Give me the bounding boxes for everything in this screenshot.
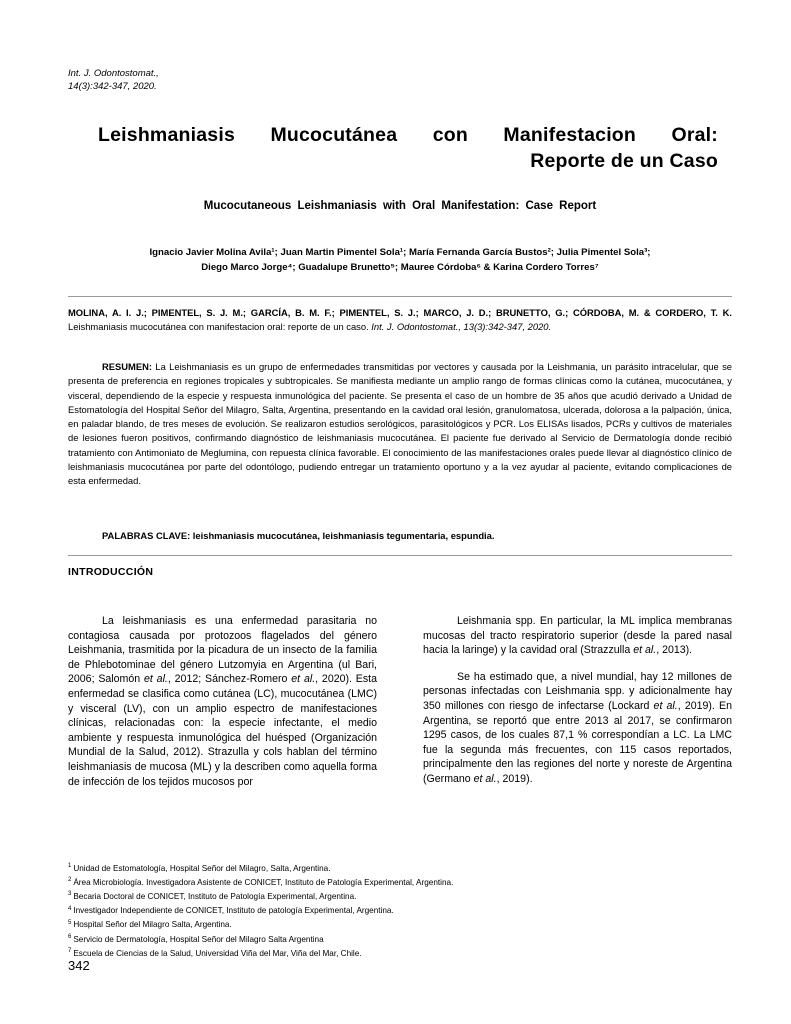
footnote-item [68,862,732,876]
footnote-marker: 2 [68,877,72,884]
author-line-2 [68,261,732,276]
footnote-marker: 5 [68,919,72,926]
italic-citation: et al. [653,700,678,713]
author-line-2-text: Diego Marco Jorge⁴; Guadalupe Brunetto⁵; Mauree Córdoba⁶ & Karina Cordero Torres⁷ [201,261,599,273]
keywords-text: leishmaniasis mucocutánea, leishmaniasis tegumentaria, espundia. [190,530,495,541]
footnote-item [68,890,732,904]
italic-citation: et al. [473,773,497,786]
body-paragraph [423,670,732,787]
section-heading-introduccion: INTRODUCCIÓN [68,566,154,578]
citation-journal: Int. J. Odontostomat., [371,320,461,332]
paragraph-text: La leishmaniasis es una enfermedad parasitaria no contagiosa causada por protozoos flagelados del género Leishmania, trasmitida por la picadura de un insecto de la familia de Phlebotominae del género Lutzomyia en Argentina (ul Bari, 2006; Salomón [68,615,377,686]
footnote-marker: 6 [68,933,72,940]
citation-volume-pages: 13(3):342-347, 2020. [460,320,552,332]
body-paragraph [68,614,377,789]
title-line-2: Reporte de un Caso [530,150,718,173]
footnote-item [68,918,732,932]
footnote-text: Escuela de Ciencias de la Salud, Universidad Viña del Mar, Viña del Mar, Chile. [73,948,362,958]
footnote-item [68,933,732,947]
title-english: Mucocutaneous Leishmaniasis with Oral Manifestation: Case Report [203,200,597,212]
footnote-marker: 1 [68,863,72,870]
body-column-right [423,614,732,789]
footnote-item [68,876,732,890]
body-columns [68,614,732,789]
paragraph-text: , 2019). En Argentina, se reportó que entre 2013 al 2017, se confirmaron 1295 casos, de los cuales 87,1 % correspondían a LC. La LMC fue la segunda más frecuentes, con 115 casos reportados, principalmente den las regiones del norte y noreste de Argentina (Germano [423,700,733,786]
italic-citation: et al. [291,673,316,686]
footnote-marker: 3 [68,891,72,898]
author-line-1 [68,246,732,261]
abstract-block [68,360,732,489]
footnote-marker: 7 [68,947,72,954]
paragraph-text: , 2019). [496,773,533,786]
journal-volume-pages: 14(3):342-347, 2020. [68,80,157,92]
keywords-label: PALABRAS CLAVE: [102,530,191,541]
paragraph-text: Leishmania spp. En particular, la ML implica membranas mucosas del tracto respiratorio superior (desde la pared nasal hacia la laringe) y la cavidad oral (Strazzulla [423,615,732,657]
italic-citation: et al. [633,644,657,657]
body-paragraph [423,614,732,658]
journal-name: Int. J. Odontostomat., [68,68,159,79]
citation-authors: MOLINA, A. I. J.; PIMENTEL, S. J. M.; GARCÍA, B. M. F.; PIMENTEL, S. J.; MARCO, J. D.; BRUNETTO, G.; CÓRDOBA, M. & CORDERO, T. K. [68,307,732,318]
rule-above-citation [68,296,732,297]
body-column-left [68,614,377,789]
title-block [98,122,718,175]
italic-citation: et al. [144,673,168,686]
paragraph-text: , 2020). Esta enfermedad se clasifica como cutánea (LC), mucocutánea (LMC) y visceral (LV), con un amplio espectro de manifestaciones clínicas, relacionadas con: la especie infectante, el medio ambiente y respuesta inmunológica del huésped (Organización Mundial de la Salud, 2012). Strazulla y cols hablan del término leishmaniasis de mucosa (ML) y la describen como aquella forma de infección de los tejidos mucosos por [68,673,378,788]
citation-title: Leishmaniasis mucocutánea con manifestacion oral: reporte de un caso. [68,320,372,332]
keywords-block [68,530,732,541]
footnote-text: Servicio de Dermatología, Hospital Señor del Milagro Salta Argentina [73,934,324,944]
paragraph-text: , 2012; Sánchez-Romero [167,673,292,686]
footnote-text: Área Microbiología. Investigadora Asistente de CONICET, Instituto de Patología Experimental, Argentina. [73,878,454,888]
footnote-marker: 4 [68,905,72,912]
page-number: 342 [68,958,90,973]
footnote-text: Hospital Señor del Milagro Salta, Argentina. [73,920,232,930]
footnote-item [68,904,732,918]
citation-block [68,306,732,334]
author-list [68,246,732,276]
paragraph-text: Se ha estimado que, a nivel mundial, hay 12 millones de personas infectadas con Leishmania spp. y adicionalmente hay 350 millones con riesgo de infectarse (Lockard [423,670,732,713]
affiliation-footnotes [68,862,732,961]
footnote-text: Becaria Doctoral de CONICET, Instituto de Patología Experimental, Argentina. [73,892,357,902]
rule-below-keywords [68,555,732,556]
footnote-text: Unidad de Estomatología, Hospital Señor del Milagro, Salta, Argentina. [73,864,331,873]
abstract-label: RESUMEN: [102,361,153,372]
footnote-text: Investigador Independiente de CONICET, Instituto de patología Experimental, Argentina. [73,906,394,916]
abstract-text: La Leishmaniasis es un grupo de enfermedades transmitidas por vectores y causada por la Leishmania, un parásito intracelular, que se presenta de preferencia en regiones tropicales y subtropicales. Se manifiesta mediante un amplio rango de formas clínicas como la cutánea, mucocutánea, y visceral, dependiendo de la especie y respuesta inmunológica del paciente. Se presenta el caso de un hombre de 35 años que acudió derivado a Unidad de Estomatología del Hospital Señor del Milagro, Salta, Argentina, presentando en la cavidad oral lesión, granulomatosa, ulcerada, dolorosa a la palpación, única, en paladar blando, de tres meses de evolución. Se realizaron estudios serológicos, parasitológicos y PCR. Los ELISAs lisados, PCRs y cultivos de materiales de lesiones fueron positivos, confirmando diagnóstico de leishmaniasis mucocutánea. El paciente fue derivado al Servicio de Dermatología donde recibió tratamiento con Antimoniato de Meglumina, con repuesta clínica favorable. El conocimiento de las manifestaciones orales puede llevar al diagnóstico clínico de leishmaniasis mucocutánea por parte del odontólogo, pudiendo entregar un tratamiento oportuno y a la vez ayudar al paciente, evitando complicaciones de esta enfermedad. [68,361,732,487]
running-head [68,68,159,94]
footnote-item [68,947,732,961]
author-line-1-text: Ignacio Javier Molina Avila¹; Juan Martin Pimentel Sola¹; María Fernanda García Bustos²; Julia Pimentel Sola³; [149,247,651,258]
page-title [98,122,718,175]
paragraph-text: , 2013). [656,644,693,657]
title-line-1: Leishmaniasis Mucocutánea con Manifestacion Oral: [98,124,718,146]
